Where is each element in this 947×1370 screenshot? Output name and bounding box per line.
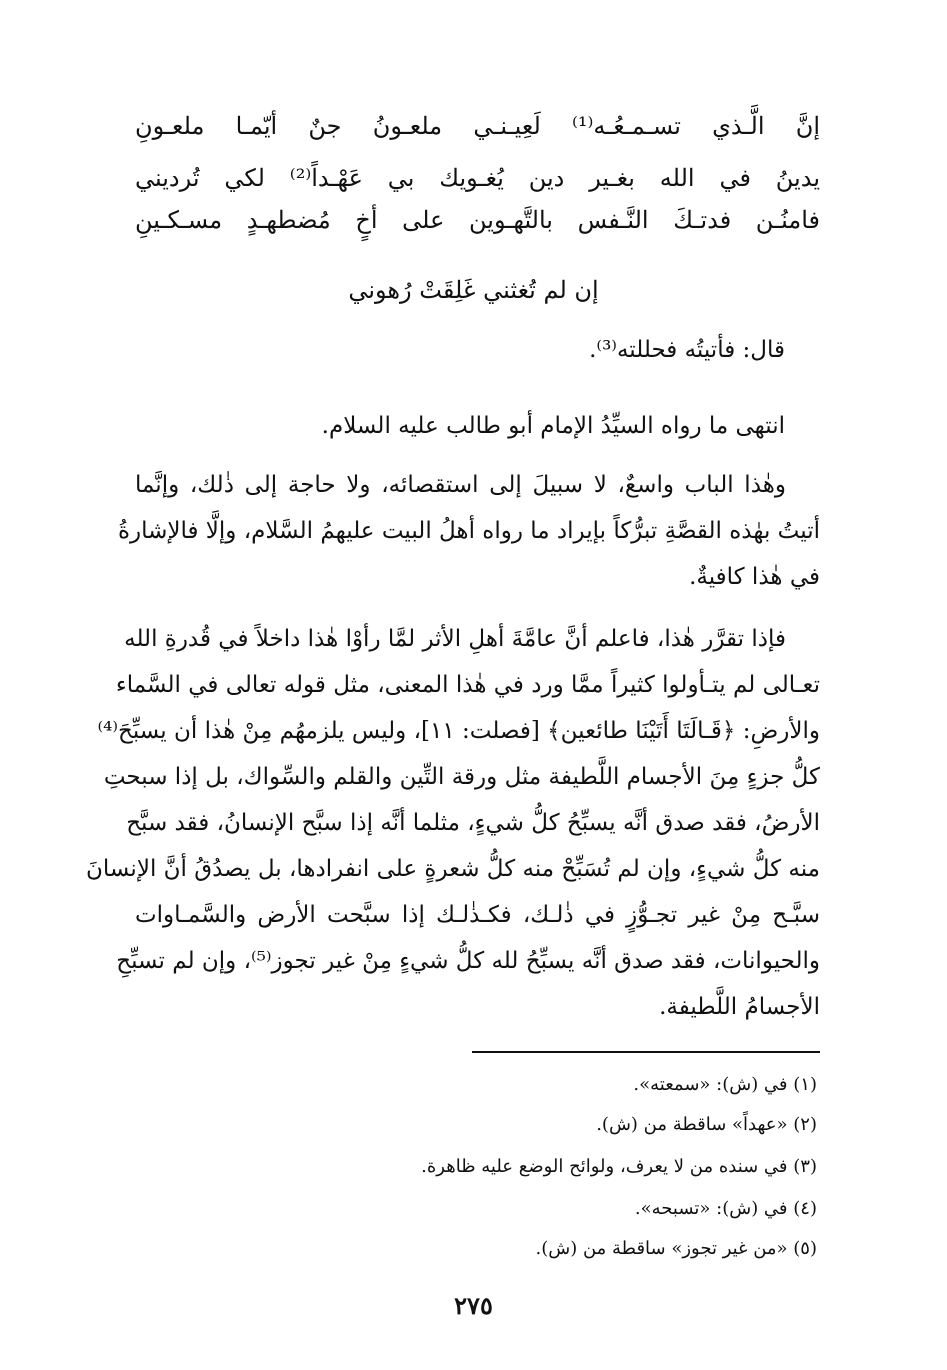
- footnote-4: (٤) في (ش): «تسبحه».: [634, 1198, 817, 1219]
- footnote-separator: [472, 1051, 820, 1053]
- paragraph-line: والحيوانات، فقد صدق أنَّه يسبِّحُ لله كلُّ شيءٍ مِنْ غير تجوز⁽⁵⁾، وإن لم تسبِّحِ: [116, 948, 820, 974]
- paragraph-line: فإذا تقرَّر هٰذا، فاعلم أنَّ عامَّةَ أهلِ الأثر لمَّا رأوْا هٰذا داخلاً في قُدرةِ الله: [124, 626, 786, 652]
- paragraph-line: والأرضِ: ﴿قَـالَتَا أَتَيْنَا طائعين﴾ [فصلت: ١١]، وليس يلزمهُم مِنْ هٰذا أن يسبِّحَ⁽⁴⁾: [97, 718, 820, 744]
- footnote-2: (٢) «عهداً» ساقطة من (ش).: [596, 1114, 817, 1135]
- paragraph-line: كلُّ جزءٍ مِنَ الأجسام اللَّطيفة مثل ورقة التِّين والقلم والسِّواك، بل إذا سبحتِ: [103, 764, 820, 790]
- paragraph-2: [86, 616, 820, 1030]
- paragraph-line: تعـالى لم يتـأولوا كثيراً ممَّا ورد في هٰذا المعنى، مثل قوله تعالى في السَّماء: [115, 672, 820, 698]
- paragraph-line: منه كلُّ شيءٍ، وإن لم تُسَبِّحْ منه كلُّ شعرةٍ على انفرادها، بل يصدُقُ أنَّ الإنسانَ: [86, 856, 820, 882]
- footnote-1: (١) في (ش): «سمعته».: [633, 1074, 817, 1095]
- poem-line: فامنُـن فدتـكَ النَّـفس بالتَّهـوين على أخٍ مُضطهـدٍ مسـكـينِ: [135, 206, 820, 234]
- paragraph-line: أتيتُ بهٰذه القصَّةِ تبرُّكاً بإيراد ما رواه أهلُ البيت عليهمُ السَّلام، وإلَّا فالإشارةُ: [117, 518, 820, 544]
- footnote-3: (٣) في سنده من لا يعرف، ولوائح الوضع عليه ظاهرة.: [421, 1156, 817, 1177]
- paragraph-line: وهٰذا الباب واسعٌ، لا سبيلَ إلى استقصائه، ولا حاجة إلى ذٰلك، وإنَّما: [135, 472, 786, 498]
- poem-line: إنَّ الَّـذي تسـمـعُـه⁽¹⁾ لَعِيـنـي ملعـونُ جنٌ أيّمـا ملعـونِ: [135, 112, 821, 140]
- paragraph-1: [117, 462, 820, 600]
- paragraph-line: في هٰذا كافيةٌ.: [689, 564, 820, 590]
- paragraph-line: سبَّـح مِنْ غير تجـوُّزٍ في ذٰلـك، فكـذٰلـك إذا سبَّحت الأرض والسَّمـاوات: [135, 902, 820, 928]
- paragraph-line: الأرضُ، فقد صدق أنَّه يسبِّحُ كلُّ شيءٍ، مثلما أنَّه إذا سبَّح الإنسانُ، فقد سبَّح: [126, 810, 820, 836]
- page-number: ٢٧٥: [454, 1291, 493, 1320]
- poem-closing-line: إن لم تُغثني غَلِقَتْ رُهوني: [348, 276, 599, 304]
- qala-line: قال: فأتيتُه فحللته⁽³⁾.: [589, 337, 785, 363]
- paragraph-line: الأجسامُ اللَّطيفة.: [659, 994, 820, 1020]
- footnote-5: (٥) «من غير تجوز» ساقطة من (ش).: [535, 1238, 817, 1259]
- poem-line: يدينُ في الله بغـير دين يُغـويك بي عَهْـداً⁽²⁾ لكي تُرديني: [135, 164, 820, 192]
- intaha-line: انتهى ما رواه السيِّدُ الإمام أبو طالب عليه السلام.: [321, 413, 785, 439]
